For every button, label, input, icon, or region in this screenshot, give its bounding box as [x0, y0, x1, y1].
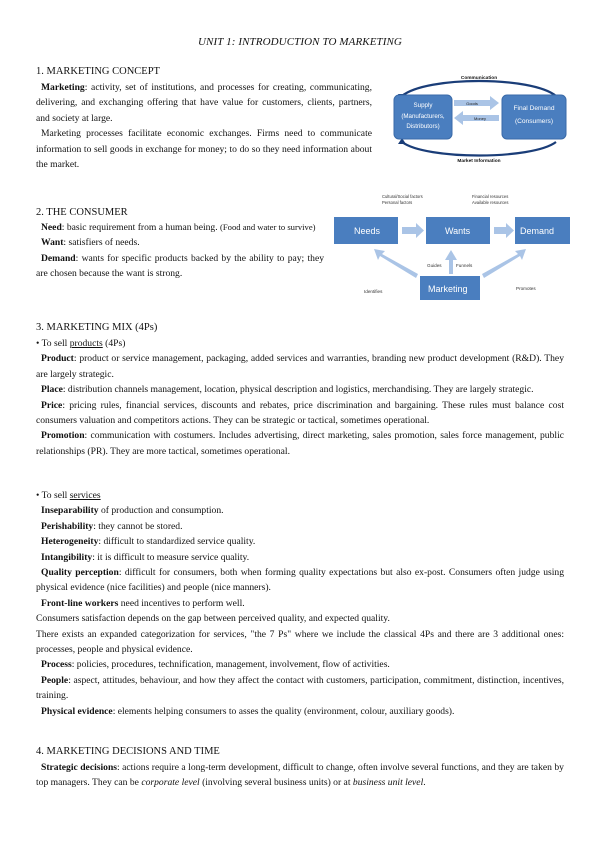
want-definition: : satisfiers of needs. — [63, 237, 140, 249]
services-section: • To sell services Inseparability of production and consumption. Perishability: they cannot be stored. Heterogeneity: difficult to standardized service quality. Intangibility: it is difficult to measure service quality. Quality perception: difficult for consumers, both when forming quality expectations but also ex-post. Consumers often judge using physical evidence (nice facilities) and people (nice manners). Front-line workers need incentives to perform well. Consumers satisfaction depends on the gap between perceived quality, and expected quality. There exists an expanded categorization for services, "the 7 Ps" where we include the classical 4Ps and there are 3 additional ones: processes, people and physical evidence. Process: policies, procedures, technification, management, involvement, flow of activities. People: aspect, attitudes, behaviour, and how they affect the contact with customers, participation, commitment, distinction, incentives, training. Physical evidence: elements helping consumers to asses the quality (environment, colour, auxiliary goods). — [36, 490, 564, 717]
section-1-heading: 1. MARKETING CONCEPT — [36, 66, 160, 77]
term-physical-evidence: Physical evidence — [41, 705, 113, 717]
term-place: Place — [41, 384, 63, 396]
final-demand-box — [502, 95, 566, 139]
supply-sub2: Distributors) — [406, 123, 440, 130]
page-title: UNIT 1: INTRODUCTION TO MARKETING — [198, 36, 402, 48]
market-information-label: Market Information — [457, 159, 501, 164]
marketing-to-wants-arrow — [445, 250, 457, 274]
communication-arc — [402, 81, 556, 96]
need-example: (Food and water to survive) — [220, 222, 316, 232]
term-product: Product — [41, 353, 74, 365]
money-label: Money — [473, 116, 487, 121]
guides-label: Guides — [427, 263, 442, 268]
financial-label-1: Financial resources — [472, 194, 509, 199]
needs-to-wants-arrow — [402, 223, 424, 238]
term-heterogeneity: Heterogeneity — [41, 536, 99, 548]
market-information-arc — [402, 142, 556, 156]
identifies-label: Identifies — [364, 289, 383, 294]
satisfaction-text: Consumers satisfaction depends on the gap between perceived quality, and expected quality. — [36, 613, 390, 625]
section-3-body: • To sell products (4Ps) Product: product or service management, packaging, added services and warranties, branding new product development (R&D). They are largely strategic. Place: distribution channels management, location, physical description and logistics, merchandising. They are largely strategic. Price: pricing rules, financial services, discounts and rebates, price discrimination and bargaining. These rules must balance cost consumers valuation and competitors actions. They can be strategic or tactical, sometimes operational. Promotion: communication with costumers. Includes advertising, direct marketing, sales promotion, sales force management, public relationships (PR). They are more tactical, sometimes operational. — [36, 338, 564, 457]
section-4-heading: 4. MARKETING DECISIONS AND TIME — [36, 746, 220, 757]
funnels-label: Funnels — [456, 263, 473, 268]
goods-label: Goods — [466, 101, 478, 106]
section-2-heading: 2. THE CONSUMER — [36, 207, 128, 218]
term-quality-perception: Quality perception — [41, 567, 119, 579]
term-process: Process — [41, 659, 72, 671]
term-perishability: Perishability — [41, 520, 94, 532]
section-4-body: Strategic decisions: actions require a long-term development, difficult to change, often involve several functions, and they are taken by top managers. They can be corporate level (involving several business units) or at business unit level. — [36, 762, 564, 789]
seven-ps-text: There exists an expanded categorization for services, "the 7 Ps" where we include the classical 4Ps and there are 3 additional ones: processes, people and physical evidence. — [36, 628, 564, 656]
marketing-to-demand-arrow — [482, 249, 526, 278]
section-3-heading: 3. MARKETING MIX (4Ps) — [36, 322, 158, 333]
demand-definition: : wants for specific products backed by the ability to pay; they are chosen because the want is strong. — [36, 252, 324, 280]
term-inseparability: Inseparability — [41, 505, 99, 517]
marketing-definition: : activity, set of institutions, and processes for creating, communicating, delivering, and exchanging offering that have value for customers, clients, partners, and society at large. — [36, 82, 372, 124]
term-demand: Demand — [41, 252, 76, 264]
wants-to-demand-arrow — [494, 223, 514, 238]
factors-label-2: Personal factors — [382, 200, 413, 205]
supply-sub1: (Manufacturers, — [401, 113, 445, 120]
term-strategic-decisions: Strategic decisions — [41, 762, 118, 773]
term-price: Price — [41, 399, 63, 411]
wants-label: Wants — [445, 226, 471, 236]
term-people: People — [41, 674, 69, 686]
term-marketing: Marketing — [41, 82, 85, 93]
marketing-label: Marketing — [428, 284, 468, 294]
factors-label-1: Cultural/Social factors — [382, 194, 423, 199]
financial-label-2: Available resources — [472, 200, 509, 205]
bullet-services: • To sell services — [36, 490, 101, 501]
supply-label: Supply — [413, 102, 433, 109]
needs-label: Needs — [354, 226, 381, 236]
section-2-body — [36, 220, 324, 282]
promotes-label: Promotes — [516, 286, 536, 291]
final-demand-label: Final Demand — [513, 105, 555, 112]
term-need: Need — [41, 222, 62, 233]
supply-demand-diagram — [386, 72, 572, 164]
term-intangibility: Intangibility — [41, 551, 93, 563]
term-want: Want — [41, 237, 64, 249]
section-1-body — [36, 80, 372, 172]
term-front-line-workers: Front-line workers — [41, 597, 119, 609]
term-promotion: Promotion — [41, 430, 85, 442]
consumers-label: (Consumers) — [514, 118, 554, 125]
marketing-to-needs-arrow — [374, 249, 418, 278]
bullet-products: • To sell products (4Ps) — [36, 338, 126, 349]
consumer-diagram — [332, 192, 572, 302]
marketing-processes-text: Marketing processes facilitate economic exchanges. Firms need to communicate information to sell goods in exchange for money; to do so they need information about the market. — [36, 128, 372, 171]
demand-label: Demand — [520, 226, 555, 236]
need-definition: : basic requirement from a human being. — [61, 222, 221, 233]
communication-label: Communication — [460, 76, 498, 81]
